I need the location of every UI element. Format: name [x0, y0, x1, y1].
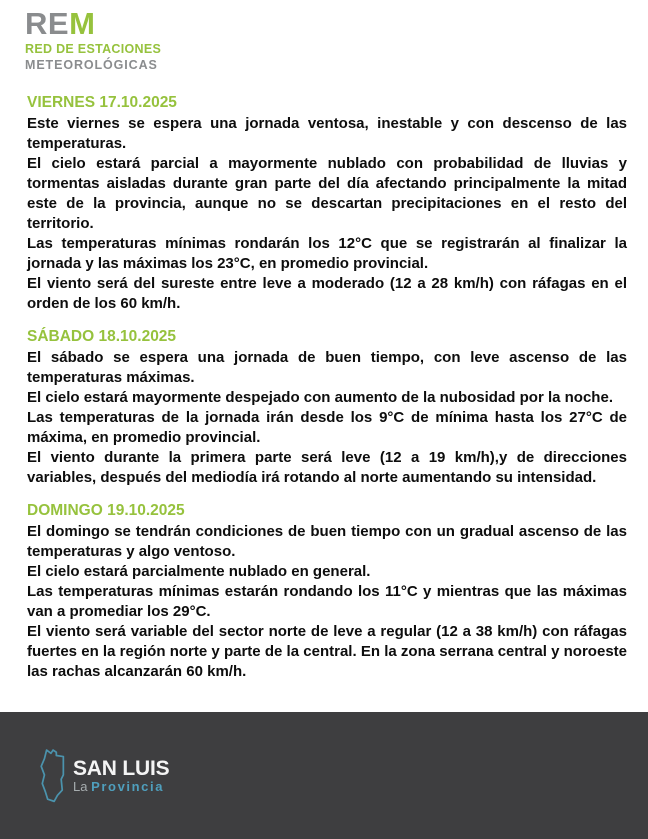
section-heading-sunday: DOMINGO 19.10.2025	[27, 502, 185, 519]
forecast-paragraph: El domingo se tendrán condiciones de buen tiempo con un gradual ascenso de las temperaturas y algo ventoso.	[27, 523, 627, 560]
section-heading-saturday: SÁBADO 18.10.2025	[27, 328, 177, 345]
tagline-provincia: Provincia	[91, 778, 165, 794]
forecast-content	[0, 93, 648, 682]
forecast-paragraph: El viento será variable del sector norte de leve a regular (12 a 38 km/h) con ráfagas fuertes en la región norte y parte de la central. En la zona serrana central y noroeste las rachas alcanzarán 60 km/h.	[27, 623, 627, 680]
forecast-paragraph: El viento durante la primera parte será leve (12 a 19 km/h),y de direcciones variables, después del mediodía irá rotando al norte aumentando su intensidad.	[27, 449, 627, 486]
province-name: SAN LUIS	[73, 756, 170, 780]
forecast-section-sunday	[27, 501, 627, 682]
rem-logo	[0, 0, 648, 72]
san-luis-logo-text	[73, 758, 169, 794]
san-luis-province-outline-icon	[37, 749, 67, 803]
forecast-paragraph: El sábado se espera una jornada de buen tiempo, con leve ascenso de las temperaturas máximas.	[27, 349, 627, 386]
forecast-section-friday	[27, 93, 627, 314]
rem-subtitle-line1: RED DE ESTACIONES	[25, 42, 162, 56]
forecast-paragraph: Las temperaturas de la jornada irán desde los 9°C de mínima hasta los 27°C de máxima, en promedio provincial.	[27, 409, 627, 446]
rem-acronym-gray: RE	[25, 6, 70, 41]
rem-acronym	[25, 6, 648, 41]
forecast-paragraph: Las temperaturas mínimas rondarán los 12°C que se registrarán al finalizar la jornada y las máximas los 23°C, en promedio provincial.	[27, 235, 627, 272]
san-luis-footer	[0, 712, 648, 839]
rem-subtitle-line2: METEOROLÓGICAS	[25, 58, 158, 72]
forecast-paragraph: El cielo estará parcialmente nublado en general.	[27, 563, 371, 580]
san-luis-logo	[37, 749, 169, 803]
forecast-paragraph: Las temperaturas mínimas estarán rondando los 11°C y mientras que las máximas van a promediar los 29°C.	[27, 583, 627, 620]
rem-acronym-green: M	[69, 6, 96, 41]
forecast-paragraph: El cielo estará mayormente despejado con aumento de la nubosidad por la noche.	[27, 389, 613, 406]
province-tagline	[73, 780, 169, 794]
tagline-la: La	[73, 778, 88, 794]
forecast-paragraph: El cielo estará parcial a mayormente nublado con probabilidad de lluvias y tormentas aisladas durante gran parte del día afectando principalmente la mitad este de la provincia, aunque no se descartan precipitaciones en el resto del territorio.	[27, 155, 627, 232]
forecast-section-saturday	[27, 327, 627, 488]
section-heading-friday: VIERNES 17.10.2025	[27, 94, 177, 111]
forecast-paragraph: Este viernes se espera una jornada ventosa, inestable y con descenso de las temperaturas.	[27, 115, 627, 152]
forecast-paragraph: El viento será del sureste entre leve a moderado (12 a 28 km/h) con ráfagas en el orden de los 60 km/h.	[27, 275, 627, 312]
